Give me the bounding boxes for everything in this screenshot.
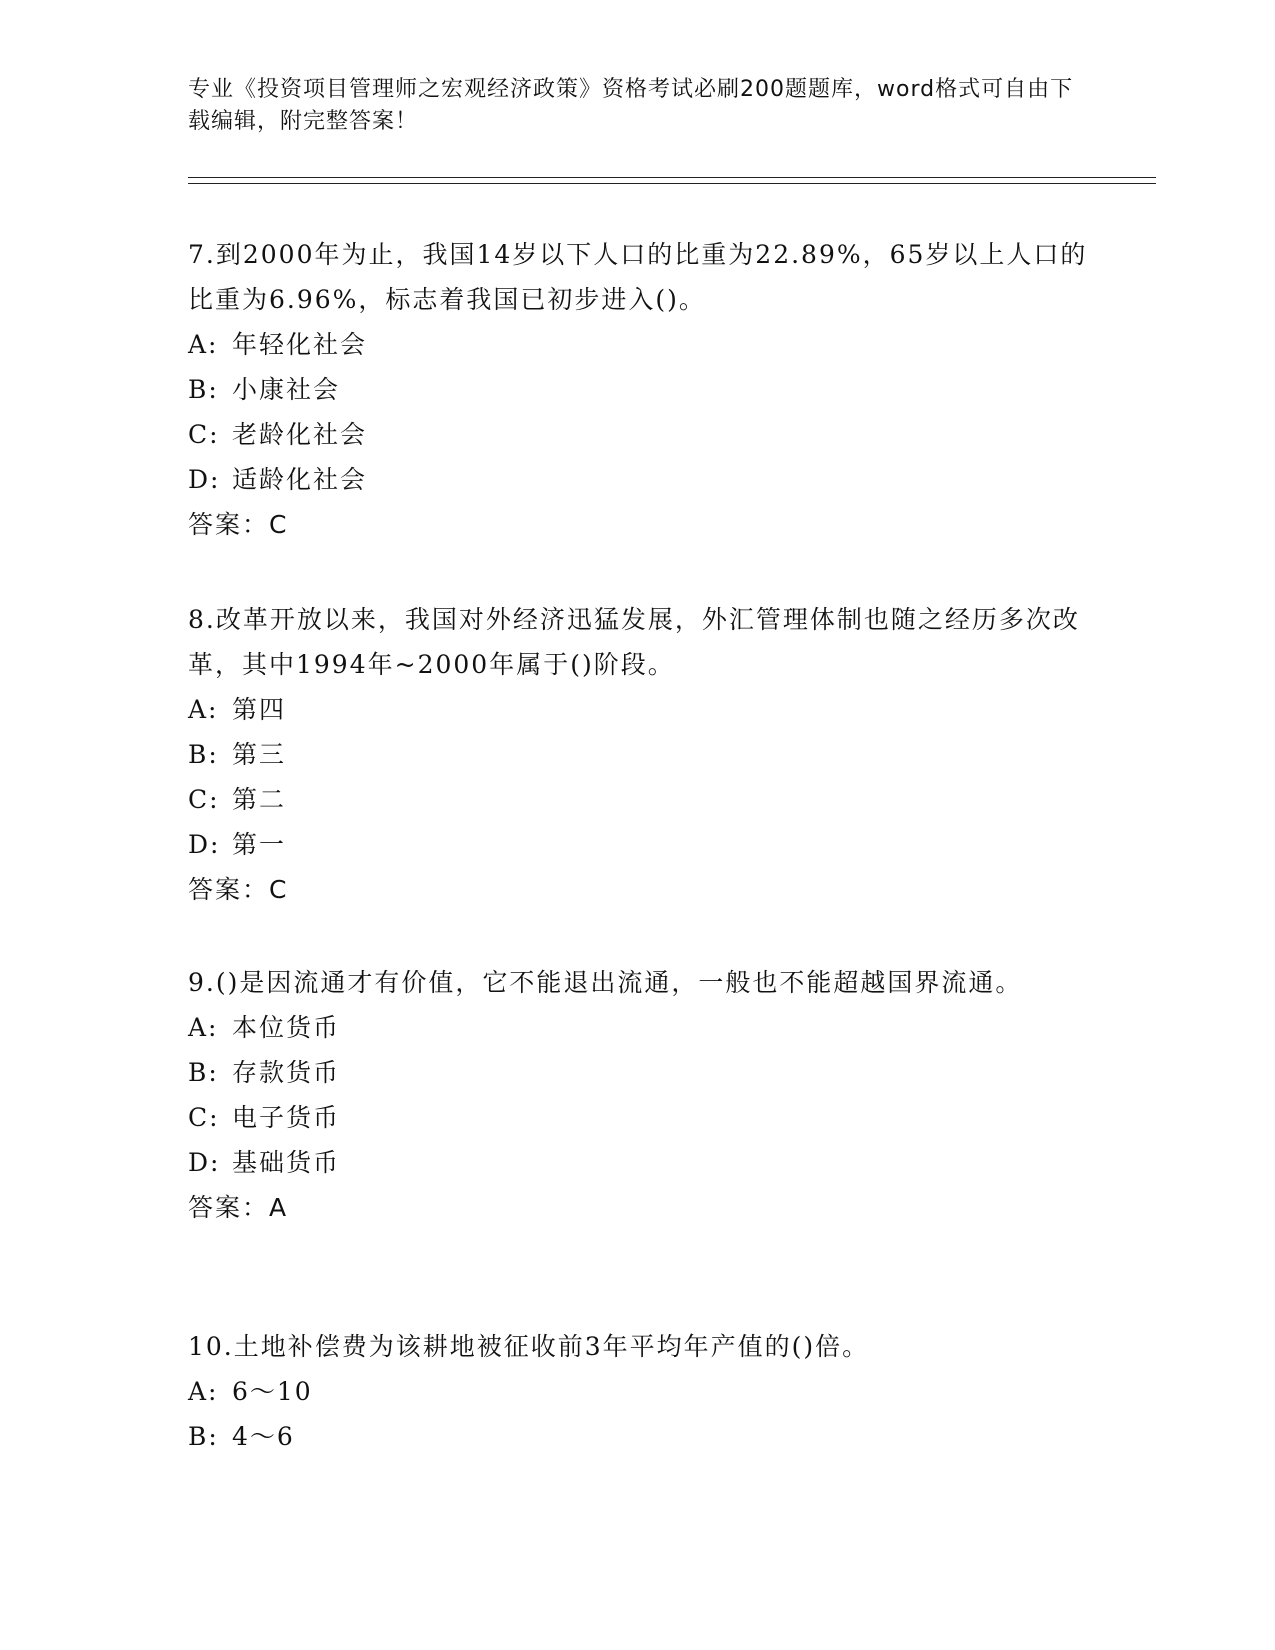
option-key: A: xyxy=(188,1377,219,1406)
option-text: 第四 xyxy=(232,695,287,724)
option-text: 年轻化社会 xyxy=(232,330,368,359)
option-key: A: xyxy=(188,330,219,359)
option-text: 4～6 xyxy=(232,1422,295,1451)
option-c xyxy=(188,777,1088,822)
option-key: D: xyxy=(188,465,221,494)
option-key: B: xyxy=(188,375,219,404)
option-a xyxy=(188,687,1088,732)
option-key: A: xyxy=(188,1013,219,1042)
option-text: 第二 xyxy=(232,785,287,814)
option-d xyxy=(188,1140,1088,1185)
answer-line: 答案：C xyxy=(188,510,289,539)
option-text: 老龄化社会 xyxy=(232,420,368,449)
option-key: D: xyxy=(188,830,221,859)
option-text: 6～10 xyxy=(232,1377,313,1406)
option-b xyxy=(188,732,1088,777)
option-text: 小康社会 xyxy=(232,375,341,404)
option-d xyxy=(188,457,1088,502)
option-key: D: xyxy=(188,1148,221,1177)
document-header: 专业《投资项目管理师之宏观经济政策》资格考试必刷200题题库，word格式可自由下载编辑，附完整答案！ xyxy=(188,77,1074,134)
question-10 xyxy=(188,1324,1088,1459)
option-key: B: xyxy=(188,1058,219,1087)
option-key: B: xyxy=(188,740,219,769)
header-divider-top xyxy=(188,177,1156,178)
option-text: 第一 xyxy=(232,830,287,859)
option-b xyxy=(188,1414,1088,1459)
option-text: 基础货币 xyxy=(232,1148,341,1177)
option-a xyxy=(188,322,1088,367)
question-9 xyxy=(188,960,1088,1230)
option-b xyxy=(188,367,1088,412)
option-key: B: xyxy=(188,1422,219,1451)
answer-line: 答案：C xyxy=(188,875,289,904)
option-c xyxy=(188,1095,1088,1140)
option-d xyxy=(188,822,1088,867)
question-8 xyxy=(188,597,1088,912)
header-divider-bottom xyxy=(188,183,1156,184)
option-key: C: xyxy=(188,1103,220,1132)
option-c xyxy=(188,412,1088,457)
option-text: 第三 xyxy=(232,740,287,769)
question-7 xyxy=(188,232,1088,547)
option-key: C: xyxy=(188,420,220,449)
question-stem: 7.到2000年为止，我国14岁以下人口的比重为22.89%，65岁以上人口的比重为6.96%，标志着我国已初步进入()。 xyxy=(188,240,1088,314)
answer-line: 答案：A xyxy=(188,1193,289,1222)
question-stem: 9.()是因流通才有价值，它不能退出流通，一般也不能超越国界流通。 xyxy=(188,968,1023,997)
option-a xyxy=(188,1005,1088,1050)
option-text: 存款货币 xyxy=(232,1058,341,1087)
question-stem: 10.土地补偿费为该耕地被征收前3年平均年产值的()倍。 xyxy=(188,1332,870,1361)
option-text: 电子货币 xyxy=(232,1103,341,1132)
option-key: A: xyxy=(188,695,219,724)
option-key: C: xyxy=(188,785,220,814)
question-stem: 8.改革开放以来，我国对外经济迅猛发展，外汇管理体制也随之经历多次改革，其中1994年~2000年属于()阶段。 xyxy=(188,605,1080,679)
option-text: 适龄化社会 xyxy=(232,465,368,494)
option-text: 本位货币 xyxy=(232,1013,341,1042)
option-a xyxy=(188,1369,1088,1414)
option-b xyxy=(188,1050,1088,1095)
